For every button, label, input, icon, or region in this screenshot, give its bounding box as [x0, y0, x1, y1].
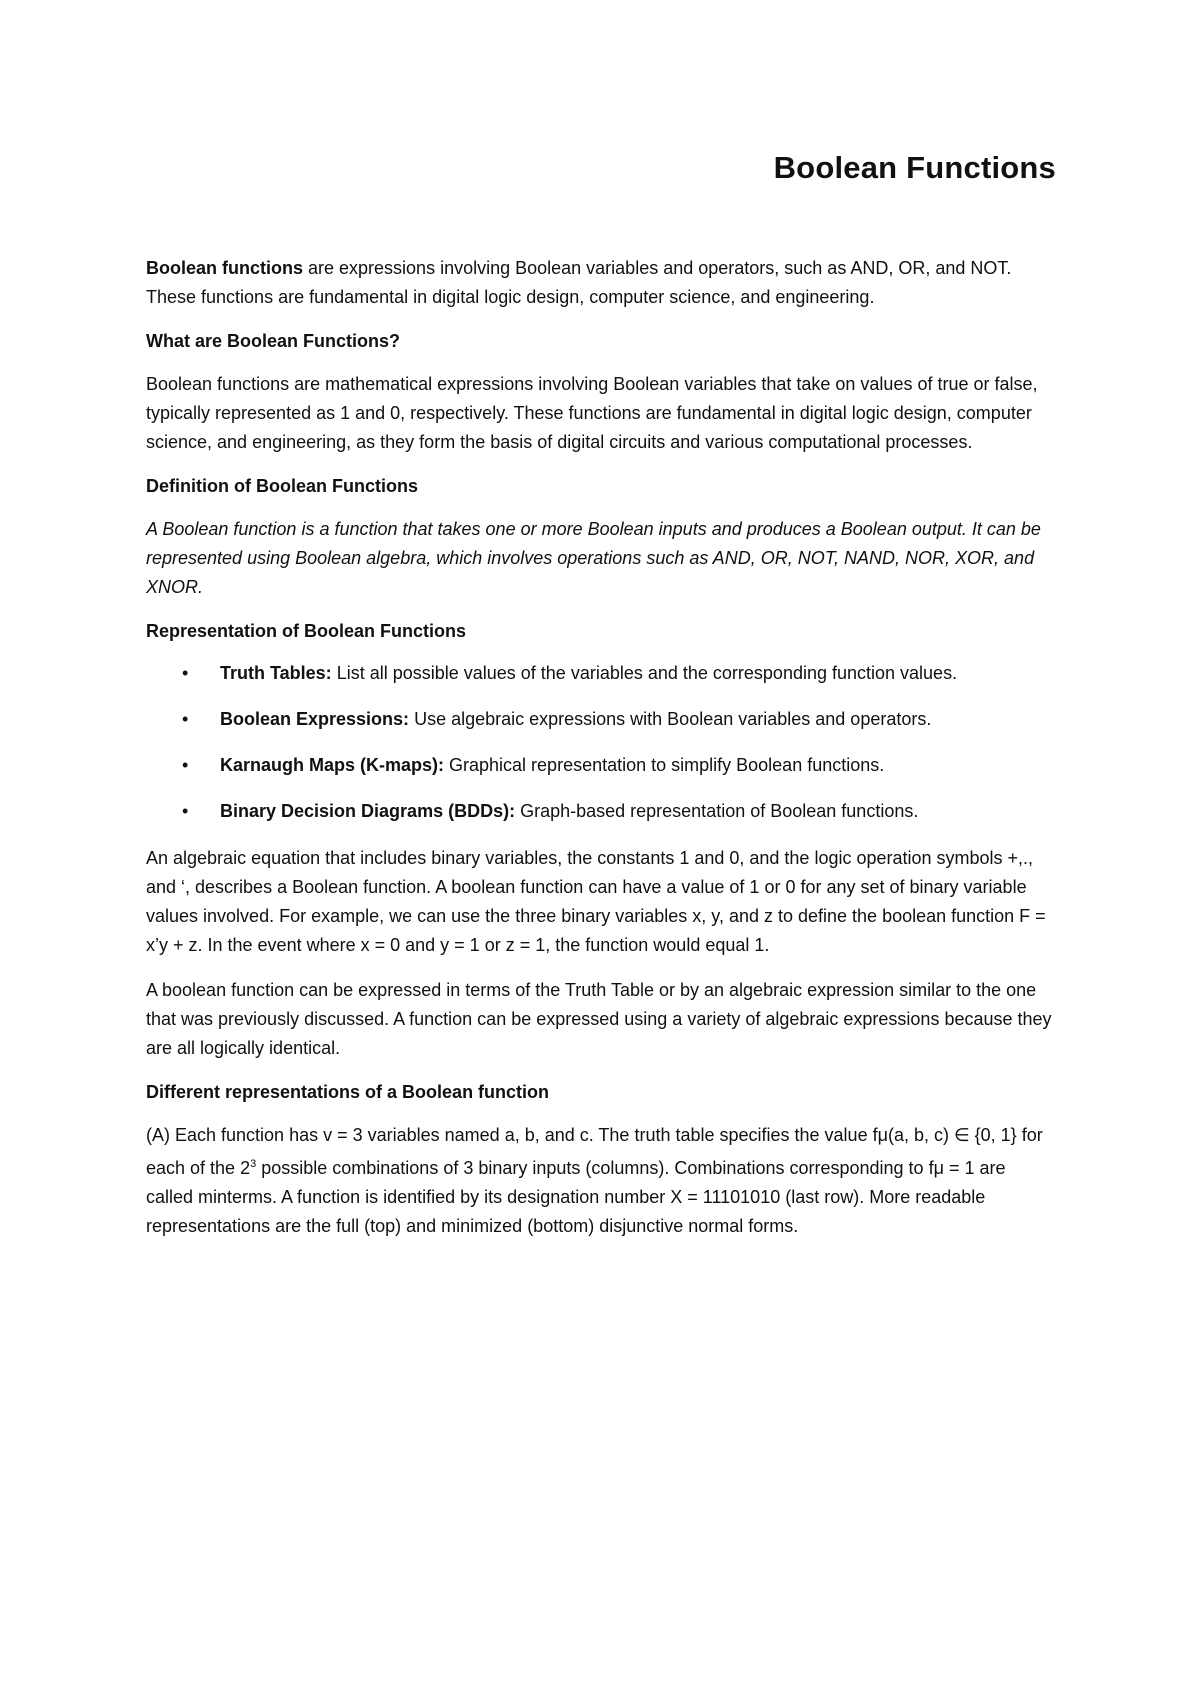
list-item-term: Truth Tables: — [220, 662, 332, 683]
intro-text: are expressions involving Boolean variables and operators, such as AND, OR, and NOT. These functions are fundamental in digital logic design, computer science, and engineering. — [146, 257, 1012, 307]
intro-bold-term: Boolean functions — [146, 257, 303, 278]
document-page — [146, 150, 1056, 1257]
list-item-desc: Use algebraic expressions with Boolean variables and operators. — [409, 708, 932, 729]
list-item-desc: Graph-based representation of Boolean functions. — [515, 800, 919, 821]
list-item-term: Karnaugh Maps (K-maps): — [220, 754, 445, 775]
representations-text-part1: (A) Each function has v = 3 variables named a, b, and c. The truth table specifies the value fμ(a, b, c) ∈ {0, 1} for each of the 2 — [146, 1124, 1043, 1178]
heading-representation: Representation of Boolean Functions — [146, 620, 467, 641]
list-item — [146, 798, 1056, 824]
list-item-desc: List all possible values of the variables and the corresponding function values. — [331, 662, 958, 683]
list-item — [146, 706, 1056, 732]
what-are-paragraph: Boolean functions are mathematical expressions involving Boolean variables that take on values of true or false, typically represented as 1 and 0, respectively. These functions are fundamental in digital logic design, computer science, and engineering, as they form the basis of digital circuits and various computational processes. — [146, 373, 1038, 452]
list-item-term: Boolean Expressions: — [220, 708, 410, 729]
algebraic-equation-paragraph: An algebraic equation that includes binary variables, the constants 1 and 0, and the logic operation symbols +,., and ‘, describes a Boolean function. A boolean function can have a value of 1 or 0 for any set of binary variable values involved. For example, we can use the three binary variables x, y, and z to define the boolean function F = x’y + z. In the event where x = 0 and y = 1 or z = 1, the function would equal 1. — [146, 847, 1046, 955]
bullet-icon: • — [182, 662, 189, 683]
heading-what-are: What are Boolean Functions? — [146, 330, 401, 351]
definition-paragraph: A Boolean function is a function that takes one or more Boolean inputs and produces a Boolean output. It can be represented using Boolean algebra, which involves operations such as AND, OR, NOT, NAND, NOR, XOR, and XNOR. — [146, 518, 1041, 597]
list-item-desc: Graphical representation to simplify Boolean functions. — [444, 754, 885, 775]
list-item-term: Binary Decision Diagrams (BDDs): — [220, 800, 516, 821]
bullet-icon: • — [182, 800, 189, 821]
representations-text-part2: possible combinations of 3 binary inputs (columns). Combinations corresponding to fμ = 1 are called minterms. A function is identified by its designation number X = 11101010 (last row). More readable representations are the full (top) and minimized (bottom) disjunctive normal forms. — [146, 1157, 1006, 1236]
list-item — [146, 752, 1056, 778]
heading-definition: Definition of Boolean Functions — [146, 475, 418, 496]
heading-different-representations: Different representations of a Boolean function — [146, 1081, 550, 1102]
representations-paragraph — [146, 1121, 1056, 1241]
exponent: 3 — [250, 1157, 257, 1170]
intro-paragraph — [146, 254, 1056, 312]
truth-table-paragraph: A boolean function can be expressed in terms of the Truth Table or by an algebraic expression similar to the one that was previously discussed. A function can be expressed using a variety of algebraic expressions because they are all logically identical. — [146, 979, 1052, 1058]
list-item — [146, 660, 1056, 686]
bullet-icon: • — [182, 708, 189, 729]
representation-list — [146, 660, 1056, 824]
bullet-icon: • — [182, 754, 189, 775]
page-title: Boolean Functions — [773, 150, 1056, 185]
